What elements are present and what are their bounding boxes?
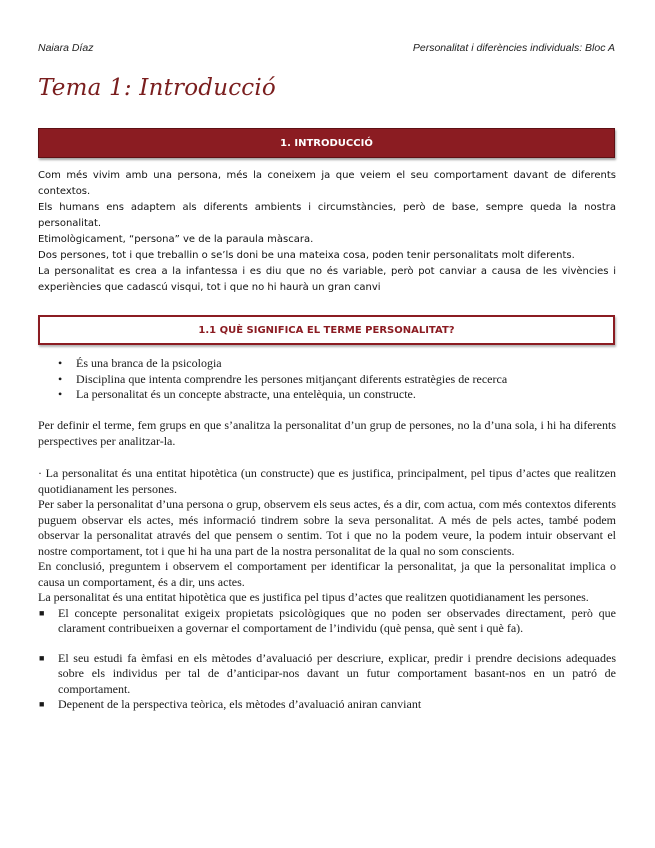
list-item: • És una branca de la psicologia <box>58 356 222 370</box>
section-heading-introduccio <box>38 128 615 158</box>
section-heading-text: 1. INTRODUCCIÓ <box>280 137 373 149</box>
list-item: ■ El concepte personalitat exigeix propietats psicològiques que no poden ser observades directament, però que clarament contribueixen a governar el comportament de l’individu (què pensa, què sent i què fa). <box>39 605 616 635</box>
intro-paragraph: Com més vivim amb una persona, més la coneixem ja que veiem el seu comportament davant de diferents contextos. <box>38 170 616 197</box>
list-item: ■ Depenent de la perspectiva teòrica, els mètodes d’avaluació aniran canviant <box>39 697 422 711</box>
bullet-dot-icon: • <box>58 356 63 370</box>
section-heading-personalitat <box>38 315 615 345</box>
body-paragraph: En conclusió, preguntem i observem el comportament per identificar la personalitat, ja que la personalitat implica o causa un comportament, és a dir, uns actes. <box>38 559 616 589</box>
section-heading-text: 1.1 QUÈ SIGNIFICA EL TERME PERSONALITAT? <box>198 324 455 336</box>
body-paragraph: Per definir el terme, fem grups en que s’analitza la personalitat d’un grup de persones, no la d’una sola, i hi ha diferents perspectives per analitzar-la. <box>38 418 616 448</box>
intro-paragraph: La personalitat es crea a la infantessa i es diu que no és variable, però pot canviar a causa de les vivències i experiències que cadascú visqui, tot i que no hi haurà un gran canvi <box>38 266 616 293</box>
body-text <box>38 418 616 713</box>
intro-text <box>38 168 616 296</box>
intro-paragraph: Dos persones, tot i que treballin o se’ls doni be una mateixa cosa, poden tenir personalitats molt diferents. <box>38 250 575 261</box>
body-paragraph: · La personalitat és una entitat hipotètica (un constructe) que es justifica, principalment, pel tipus d’actes que realitzen quotidianament les persones. <box>38 466 616 496</box>
list-item: • La personalitat és un concepte abstracte, una entelèquia, un constructe. <box>58 387 416 401</box>
header-course: Personalitat i diferències individuals: Bloc A <box>412 42 615 54</box>
list-item: • Disciplina que intenta comprendre les persones mitjançant diferents estratègies de recerca <box>58 371 508 386</box>
list-item: ■ El seu estudi fa èmfasi en els mètodes d’avaluació per descriure, explicar, predir i prendre decisions adequades sobre els individus per tal de d’anticipar-nos davant un futur comportament basant-nos en un patró de comportament. <box>39 650 616 696</box>
square-bullet-icon: ■ <box>39 607 45 618</box>
intro-paragraph: Els humans ens adaptem als diferents ambients i circumstàncies, però de base, sempre queda la nostra personalitat. <box>38 202 616 229</box>
square-bullet-icon: ■ <box>39 699 45 709</box>
bullet-dot-icon: • <box>58 387 63 401</box>
bullet-dot-icon: • <box>58 371 63 386</box>
body-paragraph: Per saber la personalitat d’una persona o grup, observem els seus actes, és a dir, com actua, com més contextos diferents puguem observar els actes, més informació tindrem sobre la seva personalitat. A més de pels actes, també podem observar la personalitat através del que pensem o sentim. Tot i que no la podem veure, la podem intuir observant el nostre comportament, tot i que hi ha una part de la nostra personalitat de la qual no som conscients. <box>38 497 616 558</box>
square-bullet-icon: ■ <box>39 652 45 663</box>
body-paragraph: La personalitat és una entitat hipotètica que es justifica pel tipus d’actes que realitzen quotidianament les persones. <box>38 590 589 604</box>
page-title: Tema 1: Introducció <box>38 75 276 101</box>
page-header <box>38 42 615 54</box>
intro-paragraph: Etimològicament, “persona” ve de la paraula màscara. <box>38 234 314 245</box>
bullet-list <box>56 356 616 403</box>
header-author: Naiara Díaz <box>38 42 94 54</box>
